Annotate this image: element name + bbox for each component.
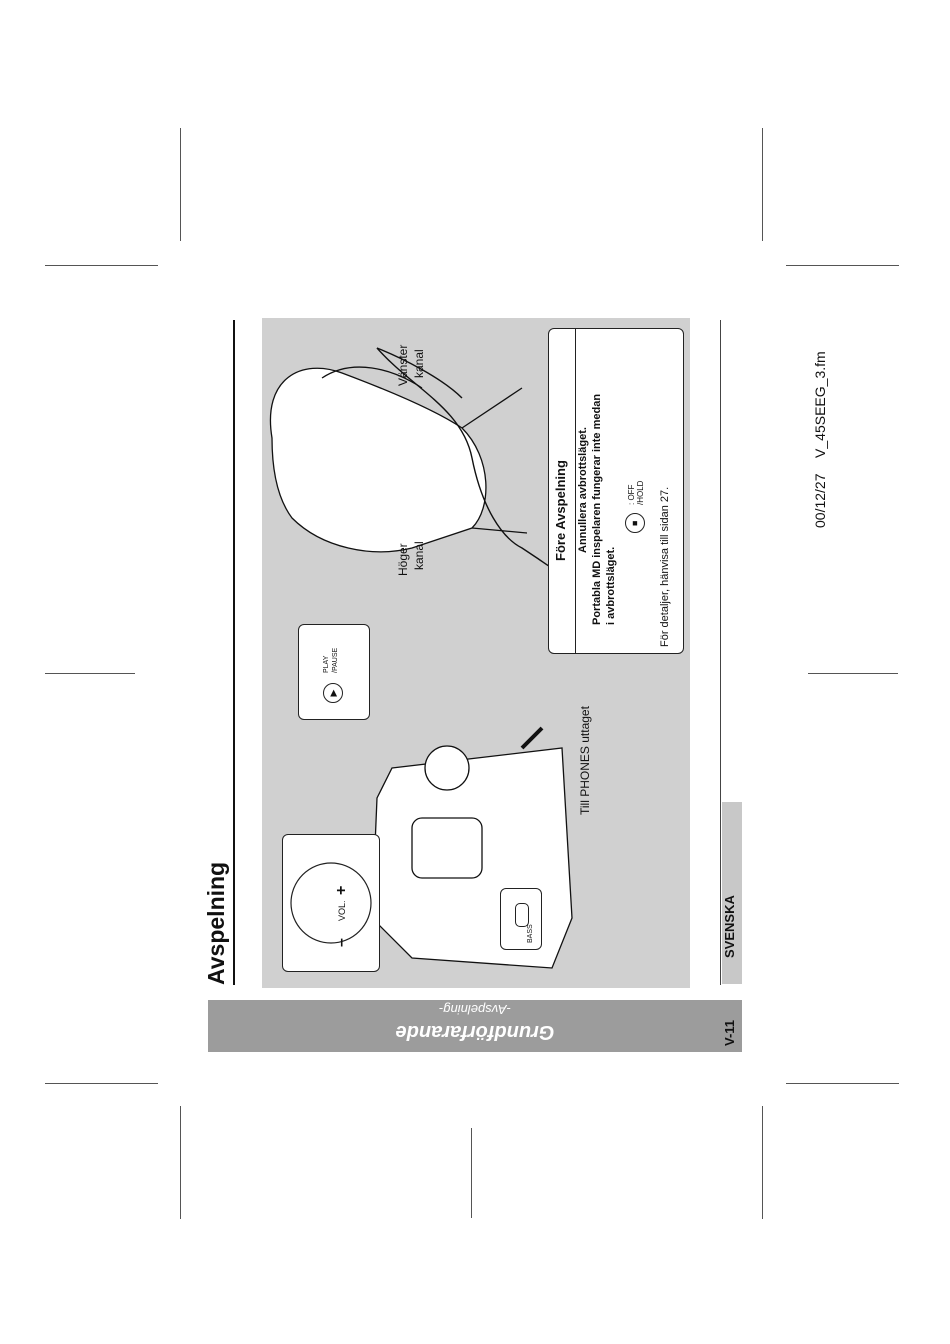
play-label-1: PLAY bbox=[323, 655, 330, 673]
section-subtitle: -Avspelning- bbox=[438, 1002, 512, 1017]
language-label: SVENSKA bbox=[722, 895, 737, 958]
illustration-panel bbox=[262, 318, 690, 988]
info-line-2: Portabla MD inspelaren fungerar inte medan bbox=[591, 393, 603, 625]
hold-label-2: /HOLD bbox=[636, 480, 645, 505]
bass-label: BASS bbox=[527, 924, 534, 943]
right-channel-label-2: kanal bbox=[412, 541, 426, 570]
crop-mark bbox=[45, 673, 135, 674]
right-channel-label-1: Höger bbox=[396, 543, 410, 576]
vol-minus: – bbox=[333, 938, 350, 947]
crop-mark bbox=[786, 265, 899, 266]
crop-mark bbox=[786, 1083, 899, 1084]
info-line-1: Annullera avbrottsläget. bbox=[577, 427, 589, 553]
left-channel-label-2: kanal bbox=[412, 349, 426, 378]
crop-mark bbox=[45, 1083, 158, 1084]
vol-plus: + bbox=[333, 885, 350, 895]
vol-label: VOL. bbox=[337, 900, 347, 921]
crop-mark bbox=[180, 128, 181, 241]
phones-label: Till PHONES uttaget bbox=[578, 706, 592, 815]
info-note: För detaljer, hänvisa till sidan 27. bbox=[659, 486, 671, 647]
md-player-illustration bbox=[372, 746, 572, 968]
phones-plug bbox=[522, 728, 542, 748]
listener-illustration bbox=[270, 367, 527, 552]
play-label-2: /PAUSE bbox=[332, 647, 339, 673]
info-line-3: i avbrottsläget. bbox=[605, 546, 617, 625]
info-box bbox=[548, 328, 684, 654]
info-heading: Före Avspelning bbox=[553, 460, 568, 561]
crop-mark bbox=[45, 265, 158, 266]
footer-file-label: 00/12/27 V_45SEEG_3.fm bbox=[812, 351, 828, 528]
crop-mark bbox=[762, 1106, 763, 1219]
stop-icon: ■ bbox=[625, 513, 645, 533]
page-title: Avspelning bbox=[203, 861, 229, 985]
section-header-band bbox=[208, 1000, 742, 1052]
play-icon: ▶ bbox=[323, 683, 343, 703]
title-rule bbox=[233, 320, 235, 985]
crop-mark bbox=[471, 1128, 472, 1218]
section-title: Grundförfarande bbox=[395, 1021, 555, 1043]
volume-callout bbox=[282, 834, 380, 972]
bass-callout bbox=[500, 888, 542, 950]
page-number: V-11 bbox=[722, 1019, 737, 1046]
hold-label-1: : OFF bbox=[627, 484, 636, 505]
crop-mark bbox=[762, 128, 763, 241]
bottom-rule bbox=[720, 320, 721, 985]
left-channel-label-1: Vänster bbox=[396, 344, 410, 386]
play-pause-callout bbox=[298, 624, 370, 720]
crop-mark bbox=[180, 1106, 181, 1219]
crop-mark bbox=[808, 673, 898, 674]
